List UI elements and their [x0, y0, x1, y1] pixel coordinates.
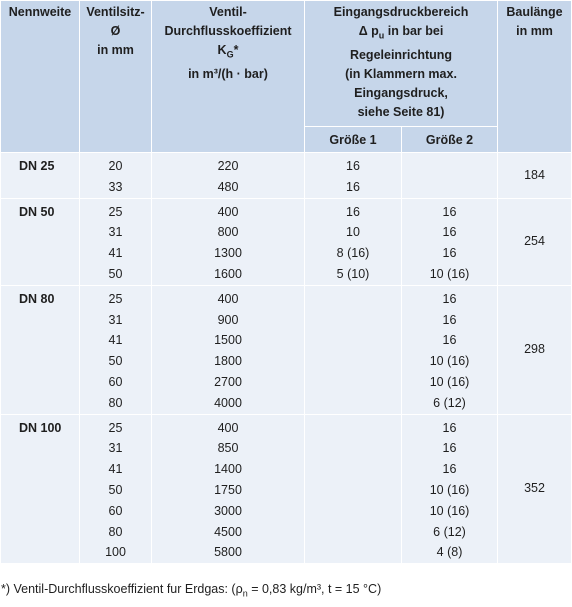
- g1-value: [307, 480, 399, 501]
- footnote: *) Ventil-Durchflusskoeffizient fur Erdgas: ($\rho_n = 0,83$ kg/m³, t = 15 °C): [1, 582, 382, 599]
- header-groesse-1: Größe 1: [305, 127, 401, 152]
- g2-value: 6 (12): [433, 524, 466, 539]
- seat-cell: [80, 286, 151, 414]
- seat-value: 31: [108, 225, 123, 240]
- g1-cell: [305, 153, 401, 198]
- seat-value: 41: [108, 462, 123, 477]
- g1-value: 5 (10): [336, 266, 370, 281]
- g1-cell: [305, 286, 401, 414]
- table-row: [1, 286, 571, 414]
- g2-value: [404, 177, 495, 198]
- kg-value: 1300: [214, 246, 242, 261]
- g2-value: 16: [442, 246, 457, 261]
- g2-value: 16: [442, 462, 457, 477]
- kg-cell: [152, 199, 304, 285]
- g1-value: [307, 501, 399, 522]
- seat-value: 33: [108, 179, 123, 194]
- seat-value: 20: [108, 159, 123, 173]
- seat-value: 80: [108, 395, 123, 410]
- baulaenge-cell: 254: [498, 199, 571, 285]
- g2-value: 16: [442, 204, 457, 219]
- g1-value: [307, 351, 399, 372]
- seat-value: 25: [108, 204, 123, 219]
- seat-value: 100: [105, 545, 126, 560]
- g2-value: 6 (12): [433, 395, 466, 410]
- g1-value: 16: [346, 204, 360, 219]
- g1-value: [307, 393, 399, 414]
- g1-value: [307, 330, 399, 351]
- seat-value: 60: [108, 503, 123, 518]
- kg-value: 400: [217, 291, 239, 306]
- g2-cell: [402, 153, 497, 198]
- g2-value: 16: [442, 333, 457, 348]
- g2-value: 16: [442, 312, 457, 327]
- g1-cell: [305, 199, 401, 285]
- baulaenge-cell: 184: [498, 153, 571, 198]
- g2-cell: [402, 199, 497, 285]
- kg-value: 1500: [214, 333, 242, 348]
- kg-symbol: $K_G*$: [217, 43, 239, 60]
- kg-value: 850: [217, 441, 239, 456]
- seat-value: 31: [108, 441, 123, 456]
- g1-value: 16: [346, 179, 360, 194]
- seat-value: 41: [108, 333, 123, 348]
- kg-value: 4500: [214, 524, 242, 539]
- kg-value: 1400: [214, 462, 242, 477]
- g1-value: 8 (16): [336, 246, 370, 261]
- seat-cell: [80, 153, 151, 198]
- header-kg: Ventil- Durchflusskoeffizient $K_G*$ in m³/(h · bar): [152, 1, 304, 152]
- g2-value: 4 (8): [436, 545, 463, 560]
- header-nennweite: Nennweite: [1, 1, 79, 152]
- g2-value: 10 (16): [429, 354, 470, 369]
- kg-value: 1750: [214, 482, 242, 497]
- table-row: [1, 153, 571, 198]
- g1-value: [307, 438, 399, 459]
- header-eingangsdruck: Eingangsdruckbereich Δ $p_u$ in bar bei Regeleinrichtung (in Klammern max. Eingangsdruck, siehe Seite 81): [305, 1, 497, 126]
- kg-value: 5800: [214, 545, 242, 560]
- kg-value: 3000: [214, 503, 242, 518]
- seat-value: 31: [108, 312, 123, 327]
- g2-value: [404, 156, 495, 177]
- seat-value: 50: [108, 482, 123, 497]
- nennweite-cell: DN 100: [1, 415, 79, 564]
- seat-value: 60: [108, 374, 123, 389]
- g2-cell: [402, 415, 497, 564]
- g1-value: 16: [346, 159, 360, 173]
- kg-value: 1800: [214, 354, 242, 369]
- header-baulaenge: Baulänge in mm: [498, 1, 571, 152]
- g1-value: [307, 542, 399, 563]
- seat-value: 25: [108, 291, 123, 306]
- table-row: [1, 415, 571, 564]
- seat-value: 80: [108, 524, 123, 539]
- g1-cell: [305, 415, 401, 564]
- kg-value: 800: [217, 225, 239, 240]
- g2-value: 16: [442, 420, 457, 435]
- nennweite-cell: DN 50: [1, 199, 79, 285]
- g1-value: [307, 522, 399, 543]
- g1-value: 10: [346, 225, 360, 240]
- g1-value: [307, 289, 399, 310]
- g1-value: [307, 459, 399, 480]
- baulaenge-cell: 298: [498, 286, 571, 414]
- seat-value: 50: [108, 266, 123, 281]
- baulaenge-cell: 352: [498, 415, 571, 564]
- delta-pu: Δ $p_u$ in bar bei: [358, 24, 444, 41]
- table-row: [1, 199, 571, 285]
- g2-value: 16: [442, 291, 457, 306]
- g2-value: 10 (16): [429, 503, 470, 518]
- seat-value: 41: [108, 246, 123, 261]
- kg-value: 1600: [214, 266, 242, 281]
- kg-cell: [152, 286, 304, 414]
- kg-value: 2700: [214, 374, 242, 389]
- kg-value: 400: [217, 204, 239, 219]
- seat-cell: [80, 415, 151, 564]
- seat-value: 50: [108, 354, 123, 369]
- kg-cell: [152, 153, 304, 198]
- nennweite-cell: DN 80: [1, 286, 79, 414]
- kg-value: 4000: [214, 395, 242, 410]
- header-ventilsitz: Ventilsitz- Ø in mm: [80, 1, 151, 152]
- g2-cell: [402, 286, 497, 414]
- kg-value: 900: [217, 312, 239, 327]
- nennweite-cell: DN 25: [1, 153, 79, 198]
- seat-cell: [80, 199, 151, 285]
- kg-value: 480: [217, 179, 239, 194]
- g1-value: [307, 372, 399, 393]
- kg-cell: [152, 415, 304, 564]
- kg-value: 400: [217, 420, 239, 435]
- g1-value: [307, 310, 399, 331]
- g1-value: [307, 418, 399, 439]
- kg-value: 220: [217, 159, 239, 173]
- g2-value: 10 (16): [429, 482, 470, 497]
- g2-value: 10 (16): [429, 374, 470, 389]
- seat-value: 25: [108, 420, 123, 435]
- g2-value: 16: [442, 225, 457, 240]
- g2-value: 10 (16): [429, 266, 470, 281]
- header-groesse-2: Größe 2: [402, 127, 497, 152]
- g2-value: 16: [442, 441, 457, 456]
